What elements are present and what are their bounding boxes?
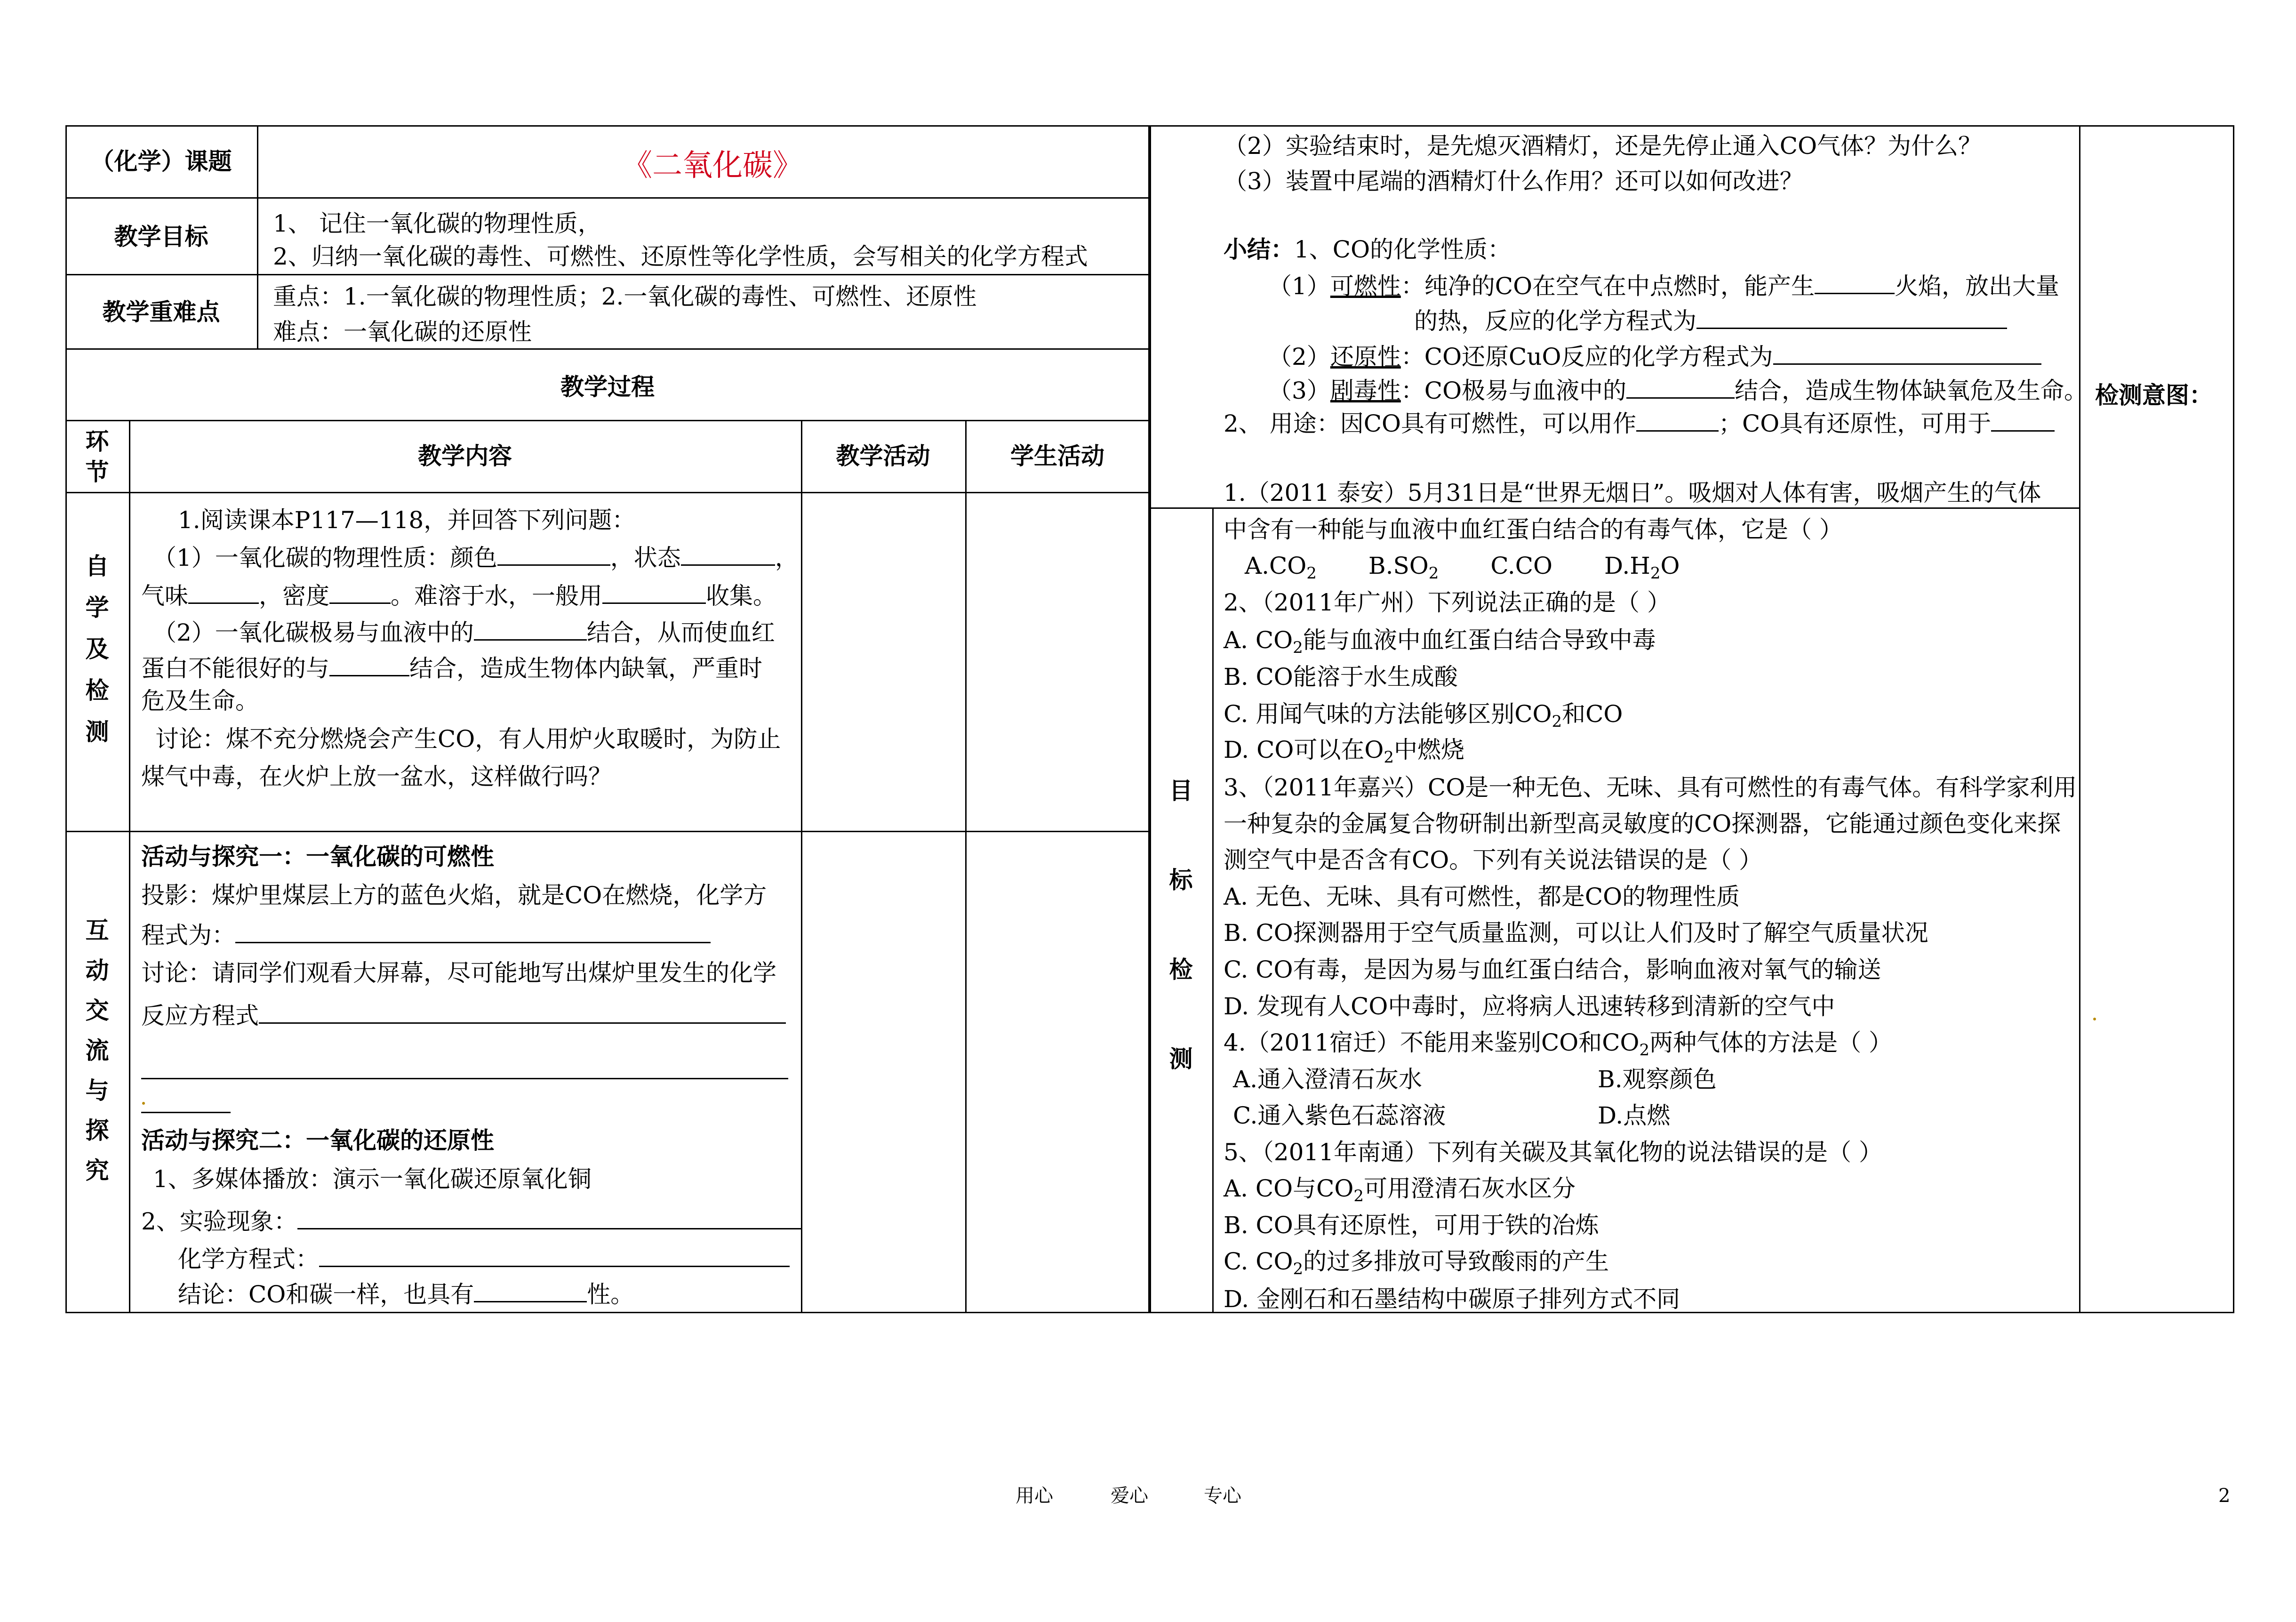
act1-line-3: 讨论：请同学们观看大屏幕，尽可能地写出煤炉里发生的化学 (141, 959, 776, 987)
keypoints-label: 教学重难点 (102, 298, 220, 326)
s1-line-5: 蛋白不能很好的与 结合，造成生物体内缺氧，严重时 (141, 655, 762, 682)
mark-dot (142, 1102, 145, 1105)
gt-q5-b: B. CO具有还原性，可用于铁的冶炼 (1224, 1212, 1599, 1239)
detect-label: 检测意图： (2095, 381, 2213, 409)
act2-title: 活动与探究二：一氧化碳的还原性 (141, 1126, 494, 1154)
column-section-text: 环节 (85, 427, 109, 486)
act2-line-4: 结论：CO和碳一样，也具有 性。 (178, 1281, 634, 1308)
gt-q2-c: C. 用闻气味的方法能够区别$CO_2$和CO (1224, 700, 1623, 731)
gt-q3-d: D. 发现有人CO中毒时，应将病人迅速转移到清新的空气中 (1224, 993, 1835, 1020)
gt-q2-d: D. CO可以在$O_2$中燃烧 (1224, 736, 1464, 767)
section1-label: 自 学 及 检 测 (85, 552, 109, 746)
gt-q4: 4.（2011宿迁）不能用来鉴别CO和$CO_2$两种气体的方法是（ ） (1224, 1029, 1892, 1060)
process-label: 教学过程 (560, 373, 655, 401)
gt-q4-c: C.通入紫色石蕊溶液 (1233, 1102, 1446, 1129)
gt-q3-a: A. 无色、无味、具有可燃性，都是CO的物理性质 (1224, 883, 1740, 910)
rule (65, 348, 1150, 350)
gt-q4-a: A.通入澄清石灰水 (1233, 1066, 1423, 1093)
s1-line-4: （2）一氧化碳极易与血液中的 结合，从而使血红 (153, 619, 775, 646)
prop-reducing: （2）还原性：CO还原CuO反应的化学方程式为 (1268, 343, 2041, 369)
goal-line-2: 2、归纳一氧化碳的毒性、可燃性、还原性等化学性质，会写相关的化学方程式 (273, 243, 1088, 270)
rule (965, 420, 967, 1313)
section2-label: 互 动 交 流 与 探 究 (85, 916, 109, 1184)
gt-q4-b: B.观察颜色 (1598, 1066, 1717, 1093)
rt-q3: （3）装置中尾端的酒精灯什么作用？还可以如何改进？ (1224, 168, 1803, 195)
s1-line-7: 讨论：煤不充分燃烧会产生CO，有人用炉火取暖时，为防止 (155, 725, 781, 753)
prop-flammable-2: 的热，反应的化学方程式为 (1414, 307, 2007, 333)
rule (257, 125, 258, 348)
rule (65, 420, 1150, 421)
gt-q3-c: C. CO有毒，是因为易与血红蛋白结合，影响血液对氧气的输送 (1224, 956, 1881, 983)
rule (1212, 507, 1214, 1313)
mark-dot (2093, 1018, 2096, 1020)
rule (65, 197, 1150, 199)
s1-line-2: （1）一氧化碳的物理性质：颜色 ，状态 ， (153, 544, 799, 571)
gt-q5-c: C. $CO_2$的过多排放可导致酸雨的产生 (1224, 1248, 1609, 1278)
gt-q1-b: 中含有一种能与血液中血红蛋白结合的有毒气体，它是（ ） (1224, 516, 1843, 543)
rule (65, 274, 1150, 275)
gt-q2: 2、（2011年广州）下列说法正确的是（ ） (1224, 589, 1671, 616)
goals-label: 教学目标 (114, 223, 208, 250)
gt-q3-1: 3、（2011年嘉兴）CO是一种无色、无味、具有可燃性的有毒气体。有科学家利用 (1224, 774, 2077, 801)
act2-line-3: 化学方程式： (178, 1245, 790, 1271)
gt-q1-opts: $A.CO_2$ $B.SO_2$ C.CO $D.H_2O$ (1245, 552, 1680, 583)
answer-line (141, 1078, 788, 1079)
footer-motto-1: 用心 (1016, 1485, 1053, 1507)
answer-line (141, 1112, 231, 1113)
column-section (65, 426, 129, 487)
gt-q5: 5、（2011年南通）下列有关碳及其氧化物的说法错误的是（ ） (1224, 1139, 1882, 1166)
prop-flammable: （1）可燃性：纯净的CO在空气在中点燃时，能产生 火焰，放出大量 (1268, 273, 2060, 300)
act1-line-2: 程式为： (141, 921, 711, 947)
goal-test-label: 目 标 检 测 (1169, 777, 1193, 1073)
keypoint-line-1: 重点：1.一氧化碳的物理性质；2.一氧化碳的毒性、可燃性、还原性 (273, 283, 977, 310)
s1-line-6: 危及生命。 (141, 687, 259, 715)
gt-q5-d: D. 金刚石和石墨结构中碳原子排列方式不同 (1224, 1285, 1680, 1313)
s1-line-8: 煤气中毒，在火炉上放一盆水，这样做行吗？ (141, 763, 612, 790)
subject-label: （化学）课题 (90, 147, 232, 175)
use-line: 2、 用途：因CO具有可燃性，可以用作 ；CO具有还原性，可用于 (1224, 410, 2055, 435)
act1-line-4: 反应方程式 (141, 1002, 786, 1028)
keypoint-line-2: 难点：一氧化碳的还原性 (273, 318, 532, 345)
act1-line-1: 投影：煤炉里煤层上方的蓝色火焰，就是CO在燃烧，化学方 (141, 882, 767, 909)
column-teacher: 教学活动 (836, 442, 930, 470)
act2-line-2: 2、实验现象： (141, 1207, 801, 1233)
rule (65, 492, 1150, 493)
gt-q3-2: 一种复杂的金属复合物研制出新型高灵敏度的CO探测器，它能通过颜色变化来探 (1224, 810, 2061, 837)
gt-q1-a: 1.（2011 泰安）5月31日是“世界无烟日”。吸烟对人体有害，吸烟产生的气体 (1224, 479, 2041, 506)
summary-line: 小结：1、CO的化学性质： (1224, 235, 1512, 263)
footer-motto-3: 专心 (1204, 1485, 1241, 1507)
gt-q5-a: A. CO与$CO_2$可用澄清石灰水区分 (1224, 1175, 1576, 1205)
detect-column (2079, 125, 2234, 1313)
page-number: 2 (2218, 1485, 2231, 1507)
gt-q2-b: B. CO能溶于水生成酸 (1224, 663, 1458, 691)
goal-line-1: 1、 记住一氧化碳的物理性质， (273, 210, 601, 237)
column-content: 教学内容 (418, 442, 512, 470)
gt-q2-a: A. $CO_2$能与血液中血红蛋白结合导致中毒 (1224, 626, 1656, 657)
gt-q3-b: B. CO探测器用于空气质量监测，可以让人们及时了解空气质量状况 (1224, 919, 1928, 947)
gt-q3-3: 测空气中是否含有CO。下列有关说法错误的是（ ） (1224, 846, 1763, 874)
rule (801, 420, 802, 1313)
rule (1150, 507, 2080, 509)
rule (65, 831, 1150, 832)
s1-line-1: 1.阅读课本P117—118，并回答下列问题： (178, 506, 636, 534)
s1-line-3: 气味 ，密度 。难溶于水，一般用 收集。 (141, 582, 776, 610)
rt-q2: （2）实验结束时，是先熄灭酒精灯，还是先停止通入CO气体？为什么？ (1224, 132, 1982, 160)
footer-motto-2: 爱心 (1111, 1485, 1148, 1507)
gt-q4-d: D.点燃 (1598, 1102, 1671, 1129)
prop-toxic: （3）剧毒性：CO极易与血液中的 结合，造成生物体缺氧危及生命。 (1268, 377, 2088, 404)
rule (129, 420, 130, 1313)
act2-line-1: 1、多媒体播放：演示一氧化碳还原氧化铜 (153, 1165, 592, 1193)
column-student: 学生活动 (1010, 442, 1104, 470)
page-title: 《二氧化碳》 (622, 148, 803, 183)
act1-title: 活动与探究一：一氧化碳的可燃性 (141, 843, 494, 870)
